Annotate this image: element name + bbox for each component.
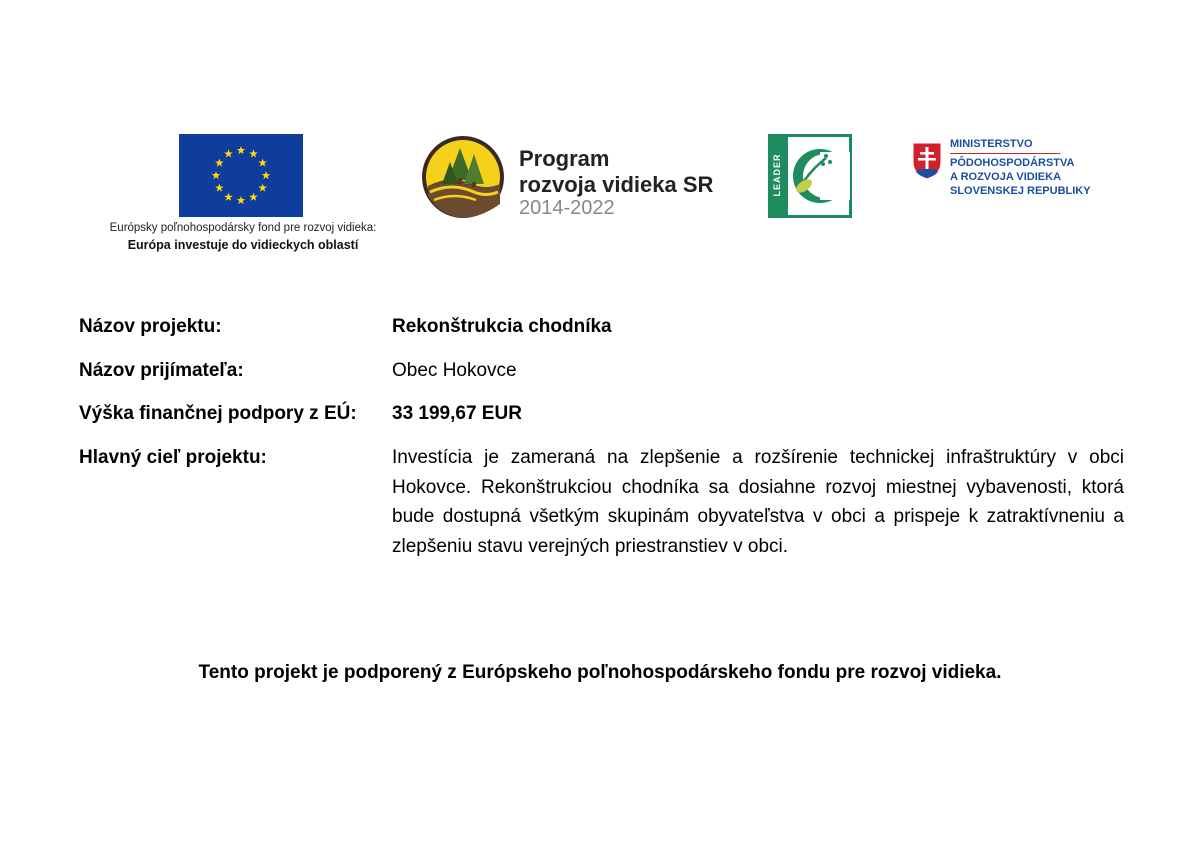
ministry-line4: SLOVENSKEJ REPUBLIKY	[950, 185, 1091, 197]
recipient-label: Názov prijímateľa:	[79, 360, 244, 381]
project-name-value: Rekonštrukcia chodníka	[392, 316, 612, 337]
prv-emblem-icon	[420, 134, 506, 220]
recipient-value: Obec Hokovce	[392, 360, 517, 381]
ministry-divider	[950, 153, 1060, 154]
support-value: 33 199,67 EUR	[392, 403, 522, 424]
eu-flag-icon	[179, 134, 303, 217]
ministry-line1: MINISTERSTVO	[950, 138, 1033, 150]
support-label: Výška finančnej podpory z EÚ:	[79, 403, 357, 424]
ministry-logo	[912, 138, 1132, 208]
logo-strip	[0, 0, 1200, 270]
prv-logo	[420, 134, 740, 220]
goal-label: Hlavný cieľ projektu:	[79, 447, 267, 468]
goal-value: Investícia je zameraná na zlepšenie a rozšírenie technickej infraštruktúry v obci Hokovce. Rekonštrukciou chodníka sa dosiahne rozvoj miestnej vybavenosti, ktorá bude dostupná všetkým skupinám obyvateľstva v obci a prispeje k zatraktívneniu a zlepšeniu stavu verejných priestranstiev v obci.	[392, 447, 1124, 557]
leader-text: LEADER	[772, 153, 782, 197]
slovak-coat-of-arms-icon	[912, 142, 942, 180]
ministry-line3: A ROZVOJA VIDIEKA	[950, 171, 1062, 183]
eu-caption-line2: Európa investuje do vidieckych oblastí	[127, 238, 359, 252]
prv-title-line1: Program	[519, 146, 610, 171]
eu-caption-line1: Európsky poľnohospodársky fond pre rozvoj vidieka:	[109, 222, 377, 234]
footer-statement: Tento projekt je podporený z Európskeho poľnohospodárskeho fondu pre rozvoj vidieka.	[198, 662, 1002, 683]
project-name-label: Názov projektu:	[79, 316, 222, 337]
prv-period: 2014-2022	[519, 197, 615, 219]
prv-title-line2: rozvoja vidieka SR	[519, 172, 714, 197]
leader-logo	[768, 134, 852, 218]
ministry-line2: PÔDOHOSPODÁRSTVA	[950, 157, 1075, 169]
